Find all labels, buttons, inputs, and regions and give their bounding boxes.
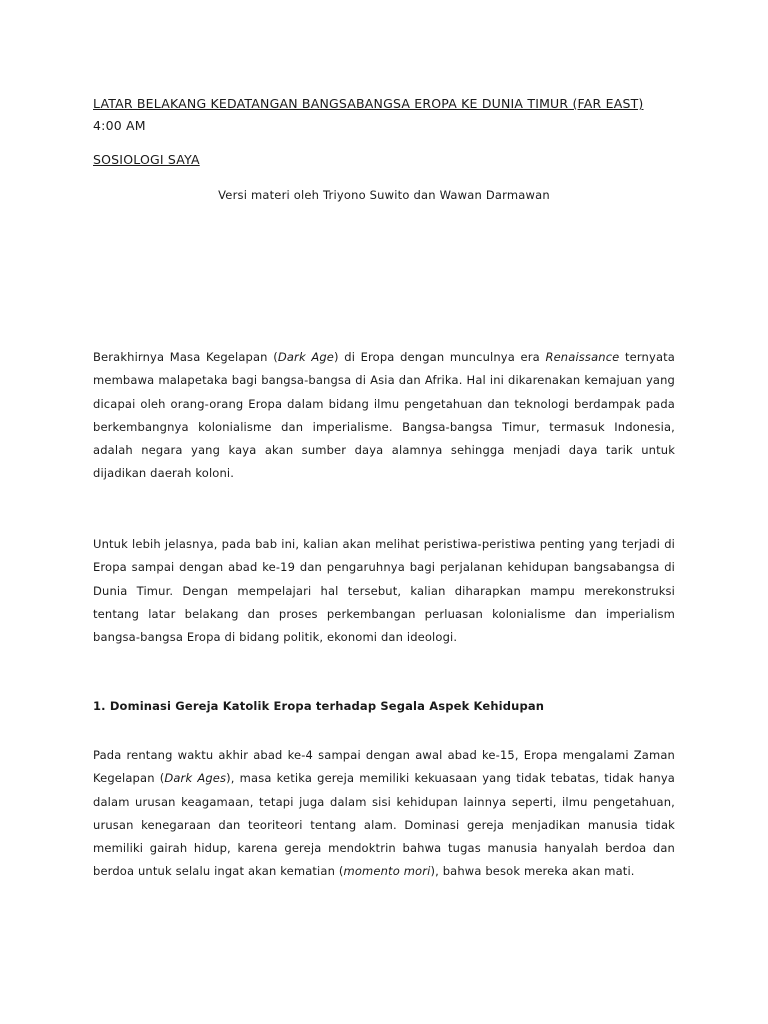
p3-text-3: ), bahwa besok mereka akan mati.: [430, 864, 635, 879]
p1-italic-renaissance: Renaissance: [545, 350, 620, 364]
p3-italic-momento-mori: momento mori: [343, 864, 431, 879]
author-credit: Versi materi oleh Triyono Suwito dan Wawan Darmawan: [218, 188, 550, 202]
paragraph-dark-ages: [93, 744, 675, 884]
site-name: SOSIOLOGI SAYA: [93, 152, 200, 167]
p1-text-2: ) di Eropa dengan munculnya era: [334, 350, 546, 364]
paragraph-chapter-overview: Untuk lebih jelasnya, pada bab ini, kalian akan melihat peristiwa-peristiwa penting yang terjadi di Eropa sampai dengan abad ke-19 dan pengaruhnya bagi perjalanan kehidupan bangsabangsa di Dunia Timur. Dengan mempelajari hal tersebut, kalian diharapkan mampu merekonstruksi tentang latar belakang dan proses perkembangan perluasan kolonialisme dan imperialism bangsa-bangsa Eropa di bidang politik, ekonomi dan ideologi.: [93, 537, 675, 645]
p3-text-2: ), masa ketika gereja memiliki kekuasaan yang tidak tebatas, tidak hanya dalam urusan keagamaan, tetapi juga dalam sisi kehidupan lainnya seperti, ilmu pengetahuan, urusan kenegaraan dan teoriteori tentang alam. Dominasi gereja menjadikan manusia tidak memiliki gairah hidup, karena gereja mendoktrin bahwa tugas manusia hanyalah berdoa dan berdoa untuk selalu ingat akan kematian (: [93, 771, 675, 879]
document-title: LATAR BELAKANG KEDATANGAN BANGSABANGSA EROPA KE DUNIA TIMUR (FAR EAST): [93, 96, 644, 111]
section-heading: 1. Dominasi Gereja Katolik Eropa terhadap Segala Aspek Kehidupan: [93, 699, 545, 713]
p1-text-3: ternyata membawa malapetaka bagi bangsa-bangsa di Asia dan Afrika. Hal ini dikarenakan kemajuan yang dicapai oleh orang-orang Eropa dalam bidang ilmu pengetahuan dan teknologi berdampak pada berkembangnya kolonialisme dan imperialisme. Bangsa-bangsa Timur, termasuk Indonesia, adalah negara yang kaya akan sumber daya alamnya sehingga menjadi daya tarik untuk dijadikan daerah koloni.: [93, 350, 675, 481]
p3-italic-dark-ages: Dark Ages: [164, 771, 227, 786]
paragraph-intro: [93, 346, 675, 486]
timestamp: 4:00 AM: [93, 118, 146, 133]
p1-text-1: Berakhirnya Masa Kegelapan (: [93, 350, 278, 364]
p1-italic-dark-age: Dark Age: [277, 350, 335, 364]
p3-text-1: Pada rentang waktu akhir abad ke-4 sampai dengan awal abad ke-15, Eropa mengalami Zaman Kegelapan (: [93, 748, 675, 786]
